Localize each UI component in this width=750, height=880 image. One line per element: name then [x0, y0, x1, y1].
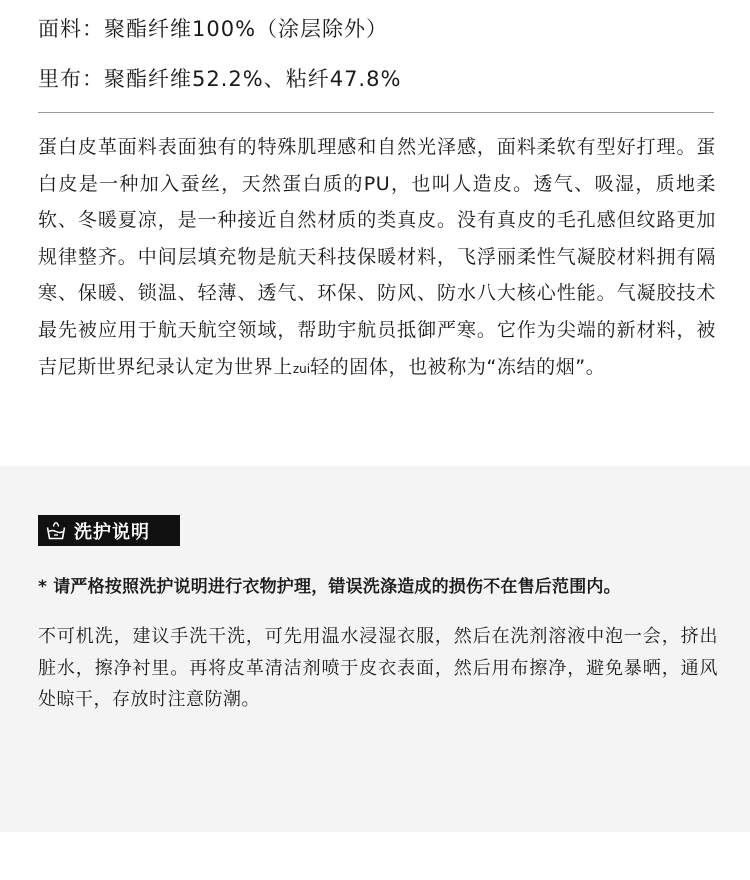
bottom-spacer [0, 832, 750, 880]
lining-spec: 里布：聚酯纤维52.2%、粘纤47.8% [38, 67, 402, 91]
washing-basin-icon [46, 521, 66, 541]
care-title: 洗护说明 [74, 521, 150, 543]
care-badge [38, 515, 180, 546]
care-warning: * 请严格按照洗护说明进行衣物护理，错误洗涤造成的损伤不在售后范围内。 [38, 577, 621, 597]
divider [38, 112, 714, 113]
fabric-spec: 面料：聚酯纤维100%（涂层除外） [38, 17, 389, 41]
description-text-part1: 蛋白皮革面料表面独有的特殊肌理感和自然光泽感，面料柔软有型好打理。蛋白皮是一种加入蚕丝，天然蛋白质的PU，也叫人造皮。透气、吸湿，质地柔软、冬暖夏凉，是一种接近自然材质的类真皮。没有真皮的毛孔感但纹路更加规律整齐。中间层填充物是航天科技保暖材料，飞浮丽柔性气凝胶材料拥有隔寒、保暖、锁温、轻薄、透气、环保、防风、防水八大核心性能。气凝胶技术最先被应用于航天航空领域，帮助宇航员抵御严寒。它作为尖端的新材料，被吉尼斯世界纪录认定为世界上 [38, 136, 716, 378]
material-description [38, 129, 716, 387]
description-small-word: zui [292, 361, 311, 376]
care-instructions: 不可机洗，建议手洗干洗，可先用温水浸湿衣服，然后在洗剂溶液中泡一会，挤出脏水，擦净衬里。再将皮革清洁剂喷于皮衣表面，然后用布擦净，避免暴晒，通风处晾干，存放时注意防潮。 [38, 626, 718, 710]
description-text-part2: 轻的固体，也被称为“冻结的烟”。 [310, 355, 606, 378]
care-section [0, 466, 750, 832]
